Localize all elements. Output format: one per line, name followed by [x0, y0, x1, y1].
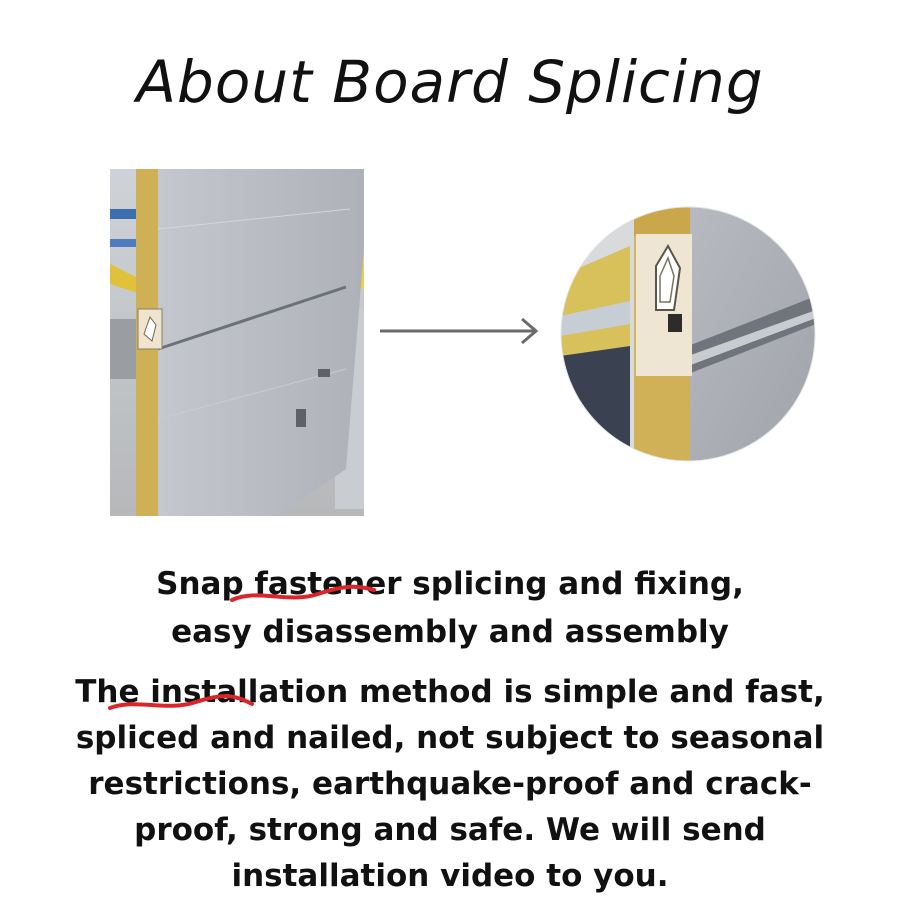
primary-caption-line-2: easy disassembly and assembly — [171, 614, 729, 650]
primary-caption — [0, 560, 900, 656]
secondary-caption-line-2: spliced and nailed, not subject to seasonal — [75, 720, 825, 756]
secondary-caption — [0, 669, 900, 899]
secondary-caption-line-5: installation video to you. — [231, 858, 669, 894]
sandwich-panel-photo — [110, 169, 364, 516]
secondary-caption-line-4: proof, strong and safe. We will send — [134, 812, 766, 848]
primary-caption-line-1: Snap fastener splicing and fixing, — [156, 566, 744, 602]
page-title: About Board Splicing — [136, 48, 764, 116]
secondary-caption-line-3: restrictions, earthquake-proof and crack- — [88, 766, 812, 802]
joint-closeup-circle — [560, 206, 816, 462]
right-arrow-icon — [378, 313, 543, 349]
secondary-caption-line-1: The installation method is simple and fast, — [75, 674, 825, 710]
